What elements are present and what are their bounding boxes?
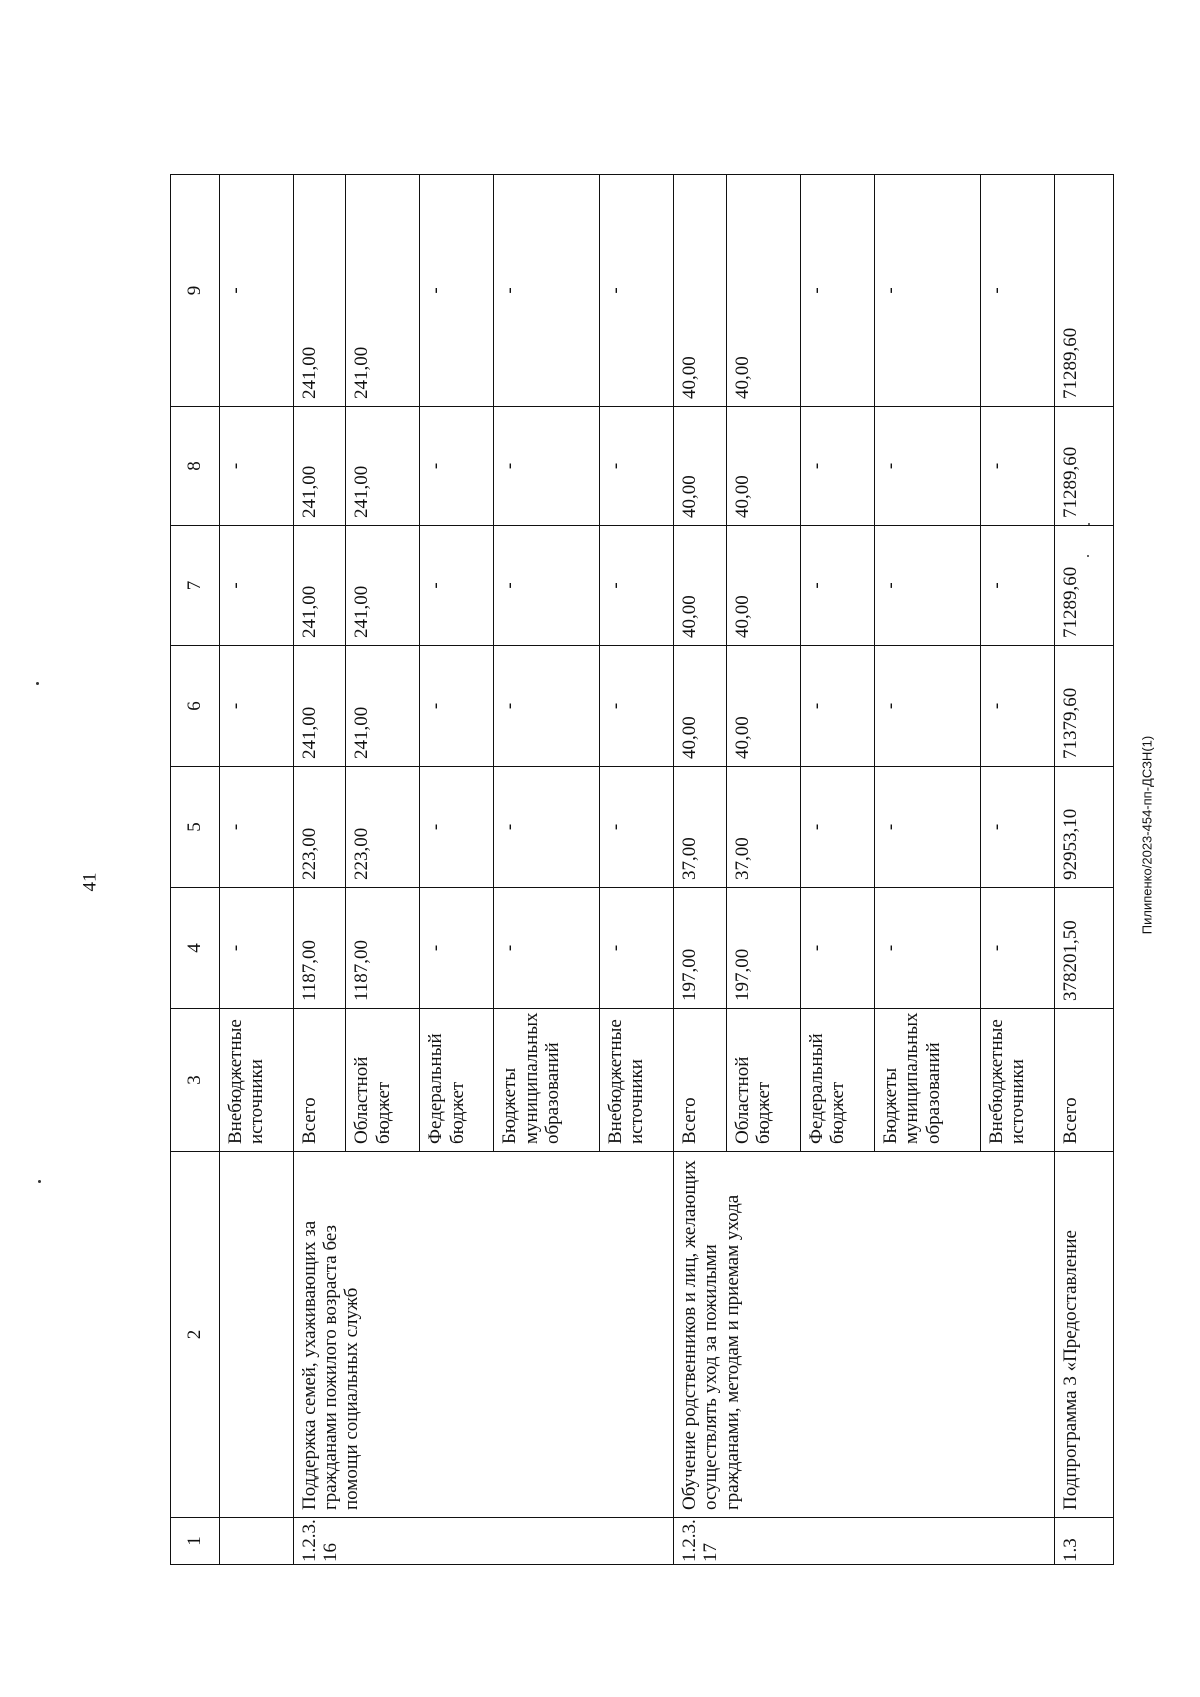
value-cell: - bbox=[980, 175, 1054, 407]
value-cell: 223,00 bbox=[346, 767, 420, 888]
value-cell: 92953,10 bbox=[1054, 767, 1113, 888]
scan-speck bbox=[36, 682, 39, 685]
table-row bbox=[293, 175, 346, 1565]
value-cell: 40,00 bbox=[674, 526, 727, 646]
value-cell: - bbox=[494, 767, 600, 888]
value-cell: 241,00 bbox=[346, 175, 420, 407]
value-cell: - bbox=[875, 767, 981, 888]
value-cell: 223,00 bbox=[293, 767, 346, 888]
value-cell: 378201,50 bbox=[1054, 888, 1113, 1009]
column-number: 2 bbox=[171, 1152, 220, 1518]
value-cell: 40,00 bbox=[727, 646, 801, 767]
value-cell: - bbox=[980, 526, 1054, 646]
funding-source: Областной бюджет bbox=[727, 1009, 801, 1152]
funding-source: Внебюджетные источники bbox=[980, 1009, 1054, 1152]
value-cell: - bbox=[420, 526, 494, 646]
value-cell: 241,00 bbox=[293, 175, 346, 407]
value-cell: - bbox=[980, 407, 1054, 526]
value-cell: - bbox=[980, 767, 1054, 888]
table-row bbox=[674, 175, 727, 1565]
funding-source: Всего bbox=[293, 1009, 346, 1152]
value-cell: - bbox=[801, 175, 875, 407]
funding-source: Внебюджетные источники bbox=[600, 1009, 674, 1152]
value-cell: - bbox=[980, 646, 1054, 767]
value-cell: - bbox=[875, 888, 981, 1009]
value-cell: - bbox=[219, 767, 293, 888]
column-number: 8 bbox=[171, 407, 220, 526]
value-cell: - bbox=[219, 407, 293, 526]
value-cell: - bbox=[420, 407, 494, 526]
value-cell: - bbox=[600, 526, 674, 646]
document-code: Пилипенко/2023-454-пп-ДСЗН(1) bbox=[1139, 735, 1155, 935]
value-cell: - bbox=[494, 526, 600, 646]
column-number: 6 bbox=[171, 646, 220, 767]
table-row bbox=[1054, 175, 1113, 1565]
value-cell: - bbox=[875, 526, 981, 646]
funding-source: Федеральный бюджет bbox=[420, 1009, 494, 1152]
column-number: 7 bbox=[171, 526, 220, 646]
value-cell: - bbox=[875, 175, 981, 407]
value-cell: - bbox=[494, 888, 600, 1009]
value-cell: 40,00 bbox=[727, 526, 801, 646]
row-name: Поддержка семей, ухаживающих за гражданами пожилого возраста без помощи социальных служб bbox=[293, 1152, 674, 1518]
column-number: 1 bbox=[171, 1518, 220, 1565]
row-name: Подпрограмма 3 «Предоставление bbox=[1054, 1152, 1113, 1518]
value-cell: 197,00 bbox=[727, 888, 801, 1009]
value-cell: - bbox=[420, 888, 494, 1009]
value-cell: 37,00 bbox=[674, 767, 727, 888]
page-number: 41 bbox=[79, 872, 101, 892]
value-cell: - bbox=[600, 767, 674, 888]
value-cell: - bbox=[980, 888, 1054, 1009]
funding-source: Областной бюджет bbox=[346, 1009, 420, 1152]
column-number-row bbox=[171, 175, 220, 1565]
row-code: 1.2.3. 17 bbox=[674, 1518, 1055, 1565]
funding-source: Бюджеты муниципальных образований bbox=[494, 1009, 600, 1152]
value-cell: 71379,60 bbox=[1054, 646, 1113, 767]
funding-source: Внебюджетные источники bbox=[219, 1009, 293, 1152]
value-cell: 197,00 bbox=[674, 888, 727, 1009]
funding-source: Всего bbox=[674, 1009, 727, 1152]
value-cell: 241,00 bbox=[293, 526, 346, 646]
value-cell: 241,00 bbox=[293, 407, 346, 526]
value-cell: - bbox=[420, 767, 494, 888]
value-cell: - bbox=[494, 407, 600, 526]
value-cell: - bbox=[600, 175, 674, 407]
table-row bbox=[219, 175, 293, 1565]
value-cell: 241,00 bbox=[346, 526, 420, 646]
value-cell: - bbox=[494, 175, 600, 407]
value-cell: - bbox=[420, 175, 494, 407]
column-number: 5 bbox=[171, 767, 220, 888]
value-cell: - bbox=[875, 646, 981, 767]
column-number: 9 bbox=[171, 175, 220, 407]
value-cell: 1187,00 bbox=[346, 888, 420, 1009]
value-cell: - bbox=[600, 407, 674, 526]
table-container bbox=[170, 175, 1114, 1565]
value-cell: 71289,60 bbox=[1054, 175, 1113, 407]
value-cell: - bbox=[801, 646, 875, 767]
value-cell: 241,00 bbox=[346, 646, 420, 767]
document-code-container bbox=[1139, 735, 1155, 935]
value-cell: - bbox=[219, 526, 293, 646]
row-code bbox=[219, 1518, 293, 1565]
value-cell: 37,00 bbox=[727, 767, 801, 888]
value-cell: - bbox=[219, 888, 293, 1009]
value-cell: 241,00 bbox=[346, 407, 420, 526]
value-cell: - bbox=[801, 888, 875, 1009]
value-cell: - bbox=[801, 767, 875, 888]
value-cell: - bbox=[600, 646, 674, 767]
value-cell: 241,00 bbox=[293, 646, 346, 767]
funding-source: Бюджеты муниципальных образований bbox=[875, 1009, 981, 1152]
value-cell: - bbox=[875, 407, 981, 526]
value-cell: - bbox=[219, 175, 293, 407]
value-cell: - bbox=[420, 646, 494, 767]
row-code: 1.2.3. 16 bbox=[293, 1518, 674, 1565]
value-cell: 40,00 bbox=[727, 407, 801, 526]
column-number: 4 bbox=[171, 888, 220, 1009]
budget-table bbox=[170, 174, 1114, 1565]
value-cell: 40,00 bbox=[674, 646, 727, 767]
value-cell: - bbox=[219, 646, 293, 767]
scan-speck bbox=[38, 1180, 41, 1183]
funding-source: Всего bbox=[1054, 1009, 1113, 1152]
row-code: 1.3 bbox=[1054, 1518, 1113, 1565]
row-name bbox=[219, 1152, 293, 1518]
value-cell: 71289,60 bbox=[1054, 526, 1113, 646]
value-cell: - bbox=[600, 888, 674, 1009]
value-cell: 40,00 bbox=[727, 175, 801, 407]
row-name: Обучение родственников и лиц, желающих осуществлять уход за пожилыми гражданами, методам и приемам ухода bbox=[674, 1152, 1055, 1518]
value-cell: 1187,00 bbox=[293, 888, 346, 1009]
value-cell: 40,00 bbox=[674, 407, 727, 526]
value-cell: - bbox=[801, 526, 875, 646]
value-cell: 40,00 bbox=[674, 175, 727, 407]
funding-source: Федеральный бюджет bbox=[801, 1009, 875, 1152]
column-number: 3 bbox=[171, 1009, 220, 1152]
value-cell: 71289,60 bbox=[1054, 407, 1113, 526]
value-cell: - bbox=[494, 646, 600, 767]
value-cell: - bbox=[801, 407, 875, 526]
